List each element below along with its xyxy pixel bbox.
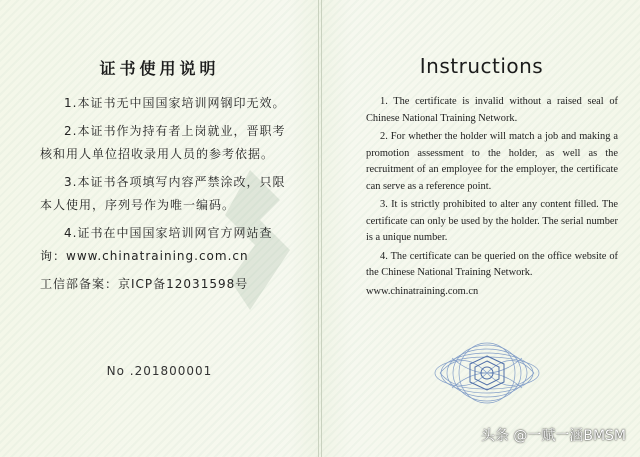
cn-paragraph-1: 1.本证书无中国国家培训网钢印无效。 — [64, 96, 286, 110]
en-paragraph-4: 4. The certificate can be queried on the office website of the Chinese National Training Network. — [366, 250, 618, 278]
chinese-instructions — [40, 92, 290, 301]
icp-record: 工信部备案：京ICP备12031598号 — [40, 277, 249, 291]
website-link: www.chinatraining.com.cn — [366, 285, 479, 297]
security-seal-icon — [432, 338, 542, 408]
en-paragraph-3: 3. It is strictly prohibited to alter any content filled. The certificate can only be used by the holder. The serial number is a unique number. — [366, 199, 618, 243]
cn-paragraph-2: 2.本证书作为持有者上岗就业，晋职考核和用人单位招收录用人员的参考依据。 — [40, 124, 286, 161]
serial-number: No .201800001 — [106, 364, 213, 378]
english-title: Instructions — [419, 54, 544, 78]
left-page — [0, 0, 319, 457]
en-paragraph-1: 1. The certificate is invalid without a raised seal of Chinese National Training Network. — [366, 96, 618, 124]
cn-paragraph-3: 3.本证书各项填写内容严禁涂改，只限本人使用，序列号作为唯一编码。 — [40, 175, 286, 212]
chinese-title: 证书使用说明 — [99, 59, 220, 78]
watermark-credit: 头条 @一赋一涵BMSM — [480, 428, 626, 444]
english-instructions — [366, 94, 618, 302]
right-page — [321, 0, 640, 457]
en-paragraph-2: 2. For whether the holder will match a job and making a promotion assessment to the holder, as well as the recruitment of an employee for the employer, the certificate can serve as a reference point. — [366, 131, 618, 192]
cn-paragraph-4: 4.证书在中国国家培训网官方网站查询：www.chinatraining.com.cn — [40, 226, 273, 263]
